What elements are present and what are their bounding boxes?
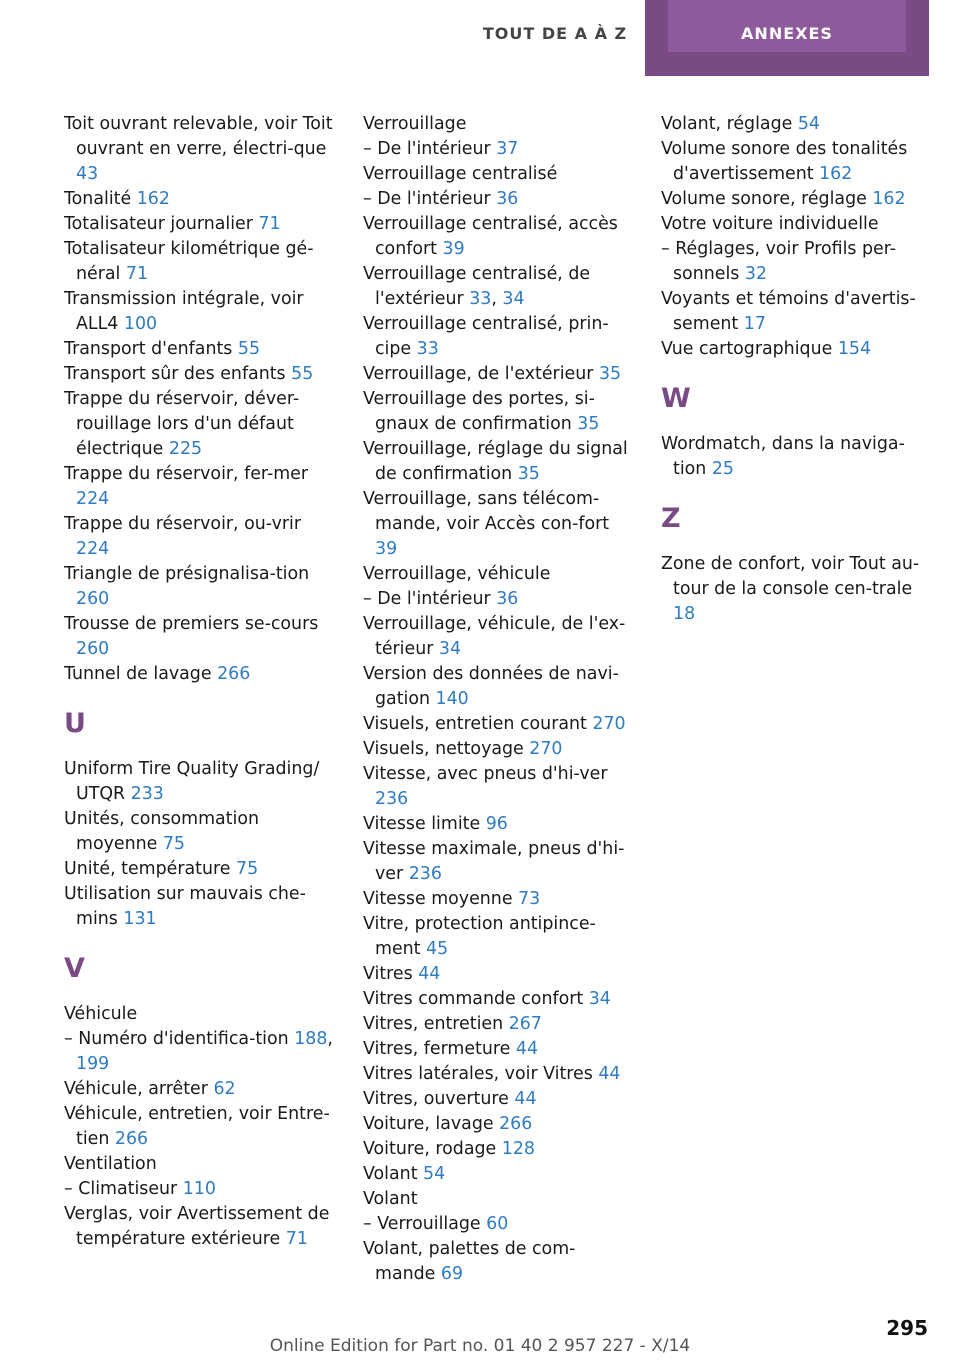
index-entry-text: Utilisation sur mauvais che-mins	[64, 884, 306, 929]
index-letter-heading: Z	[661, 503, 681, 534]
index-entry	[64, 1202, 334, 1252]
index-entry-text: – De l'intérieur	[363, 589, 491, 609]
page-reference-link[interactable]: 54	[797, 114, 820, 134]
index-entry-text: – De l'intérieur	[363, 139, 491, 159]
index-subentry: – Numéro d'identifica-tion 188, 199	[64, 1029, 333, 1074]
page-reference-link[interactable]: 270	[592, 714, 626, 734]
index-entry-text: Visuels, nettoyage	[363, 739, 524, 759]
index-subentry	[363, 187, 633, 212]
index-entry-text: Version des données de navi-gation	[363, 664, 619, 709]
page-reference-link[interactable]: 60	[486, 1214, 509, 1234]
index-entry-text: Vitesse moyenne	[363, 889, 513, 909]
page-reference-link[interactable]: 260	[76, 639, 110, 659]
index-entry-text: – Numéro d'identifica-tion	[64, 1029, 289, 1049]
index-entry	[363, 912, 633, 962]
index-entry	[363, 887, 633, 912]
index-entry-text: Volant	[363, 1189, 418, 1209]
page-reference-link[interactable]: 73	[518, 889, 541, 909]
page-reference-link[interactable]: 224	[76, 489, 110, 509]
page-reference-link[interactable]: 54	[423, 1164, 446, 1184]
index-entry-text: Trappe du réservoir, fer-mer	[64, 464, 309, 484]
page-reference-link[interactable]: 71	[258, 214, 281, 234]
index-letter-heading: W	[661, 383, 691, 414]
page-reference-link[interactable]: 188	[294, 1029, 328, 1049]
index-entry	[363, 737, 633, 762]
index-entry-text: Verrouillage centralisé	[363, 164, 558, 184]
index-entry-text: Vitres, ouverture	[363, 1089, 509, 1109]
index-entry	[363, 312, 633, 362]
index-column-1	[64, 112, 334, 1252]
page-reference-link[interactable]: 270	[529, 739, 563, 759]
page-reference-link[interactable]: 34	[502, 289, 525, 309]
page-reference-link[interactable]: 33	[416, 339, 439, 359]
page-header	[0, 0, 960, 76]
index-entry	[363, 487, 633, 562]
page-reference-link[interactable]: 44	[598, 1064, 621, 1084]
index-entry-text: Uniform Tire Quality Grading/ UTQR	[64, 759, 320, 804]
index-entry-text: Vitesse maximale, pneus d'hi-ver	[363, 839, 625, 884]
chapter-tab-label: ANNEXES	[741, 24, 833, 43]
index-entry	[363, 387, 633, 437]
page-reference-link[interactable]: 62	[213, 1079, 236, 1099]
section-title: TOUT DE A À Z	[482, 24, 628, 43]
index-entry-text: Visuels, entretien courant	[363, 714, 587, 734]
index-entry	[363, 662, 633, 712]
index-entry	[363, 1012, 633, 1037]
page-reference-link[interactable]: 266	[114, 1129, 149, 1149]
index-entry	[661, 137, 931, 187]
index-entry-text: Verrouillage	[363, 114, 467, 134]
page-reference-link[interactable]: 36	[496, 589, 519, 609]
page-reference-link[interactable]: 199	[76, 1054, 110, 1074]
index-entry	[64, 212, 334, 237]
index-entry-text: Verglas, voir Avertissement de température extérieure	[64, 1204, 330, 1249]
page-reference-link[interactable]: 266	[217, 664, 251, 684]
index-entry-text: Tonalité	[64, 189, 132, 209]
index-entry	[64, 1152, 334, 1177]
page-reference-link[interactable]: 36	[496, 189, 519, 209]
index-entry-text: – Réglages, voir Profils per-sonnels	[661, 239, 897, 284]
page-reference-link[interactable]: 225	[168, 439, 203, 459]
page-reference-link[interactable]: 35	[517, 464, 540, 484]
index-entry-text: Triangle de présignalisa-tion	[64, 564, 310, 584]
index-entry-text: Verrouillage centralisé, accès confort	[363, 214, 618, 259]
index-entry-text: Vitres, fermeture	[363, 1039, 511, 1059]
index-entry	[661, 287, 931, 337]
index-subentry	[363, 1212, 633, 1237]
page-reference-link[interactable]: 33	[469, 289, 492, 309]
page-reference-link[interactable]: 35	[577, 414, 600, 434]
index-entry-text: Vitres latérales, voir Vitres	[363, 1064, 593, 1084]
page-reference-link[interactable]: 266	[499, 1114, 533, 1134]
index-entry-text: Verrouillage, sans télécom-mande, voir Accès con-fort	[363, 489, 610, 534]
index-entry	[363, 162, 633, 187]
index-entry-text: Vitres, entretien	[363, 1014, 504, 1034]
page-reference-link[interactable]: 35	[598, 364, 622, 384]
index-entry	[661, 552, 931, 627]
index-entry-text: Véhicule, entretien, voir Entre-tien	[64, 1104, 330, 1149]
index-entry-text: Véhicule	[64, 1004, 138, 1024]
index-entry-text: Volume sonore des tonalités d'avertissement	[661, 139, 908, 184]
index-entry	[363, 1112, 633, 1137]
index-entry	[363, 1087, 633, 1112]
index-entry-text: Vitres	[363, 964, 413, 984]
page-reference-link[interactable]: 34	[588, 989, 611, 1009]
index-entry-text: Volant, palettes de com-mande	[363, 1239, 576, 1284]
index-entry	[64, 612, 334, 662]
index-entry-text: Transmission intégrale, voir ALL4	[64, 289, 304, 334]
index-entry-text: Trousse de premiers se-cours	[64, 614, 319, 634]
index-entry	[64, 462, 334, 512]
index-entry	[64, 187, 334, 212]
page-reference-link[interactable]: 39	[442, 239, 465, 259]
index-entry-text: Verrouillage centralisé, de l'extérieur	[363, 264, 591, 309]
page-reference-link[interactable]: 55	[237, 339, 261, 359]
index-entry-text: Vue cartographique	[661, 339, 833, 359]
page-reference-link[interactable]: 17	[743, 314, 766, 334]
index-entry	[64, 1102, 334, 1152]
page-reference-link[interactable]: 96	[485, 814, 508, 834]
page-reference-link[interactable]: 260	[76, 589, 110, 609]
index-entry	[363, 362, 633, 387]
page-number: 295	[886, 1316, 928, 1340]
index-entry-text: Unité, température	[64, 859, 231, 879]
index-subentry	[363, 587, 633, 612]
page-reference-link[interactable]: 236	[375, 789, 409, 809]
page-reference-link[interactable]: 267	[508, 1014, 542, 1034]
index-entry-text: – Climatiseur	[64, 1179, 178, 1199]
index-entry-text: Verrouillage, véhicule, de l'ex-térieur	[363, 614, 626, 659]
index-entry-text: Voiture, rodage	[363, 1139, 497, 1159]
page-reference-link[interactable]: 25	[711, 459, 734, 479]
page-reference-link[interactable]: 44	[418, 964, 441, 984]
page-reference-link[interactable]: 100	[123, 314, 158, 334]
index-entry	[363, 1037, 633, 1062]
index-entry-text: Unités, consommation moyenne	[64, 809, 259, 854]
index-entry: Verrouillage centralisé, de l'extérieur 33, 34	[363, 264, 591, 309]
index-entry	[64, 512, 334, 562]
index-entry-text: Vitesse, avec pneus d'hi-ver	[363, 764, 608, 784]
index-entry	[64, 807, 334, 857]
index-entry	[64, 562, 334, 612]
index-entry	[64, 287, 334, 337]
index-entry-text: Tunnel de lavage	[64, 664, 212, 684]
page-reference-link[interactable]: 71	[125, 264, 149, 284]
index-letter-heading: U	[64, 708, 86, 739]
page-reference-link[interactable]: 236	[408, 864, 442, 884]
page-reference-link[interactable]: 44	[514, 1089, 537, 1109]
index-entry	[64, 237, 334, 287]
page-reference-link[interactable]: 75	[236, 859, 259, 879]
index-column-3	[661, 112, 931, 627]
page-reference-link[interactable]: 162	[872, 189, 906, 209]
page-reference-link[interactable]: 37	[496, 139, 519, 159]
page-reference-link[interactable]: 45	[426, 939, 449, 959]
index-entry-text: Véhicule, arrêter	[64, 1079, 208, 1099]
index-entry	[363, 762, 633, 812]
page-reference-link[interactable]: 162	[819, 164, 853, 184]
index-entry	[661, 212, 931, 237]
page-reference-link[interactable]: 154	[837, 339, 872, 359]
index-entry	[64, 387, 334, 462]
index-entry	[363, 987, 633, 1012]
index-letter-heading: V	[64, 953, 85, 984]
index-entry-text: Wordmatch, dans la naviga-tion	[661, 434, 905, 479]
index-entry	[661, 187, 931, 212]
page-reference-link[interactable]: 140	[435, 689, 469, 709]
index-entry-text: – De l'intérieur	[363, 189, 491, 209]
index-entry-text: Ventilation	[64, 1154, 157, 1174]
index-entry-text: Transport sûr des enfants	[64, 364, 286, 384]
index-entry-text: Toit ouvrant relevable, voir Toit ouvrant en verre, électri-que	[64, 114, 333, 159]
index-entry	[64, 337, 334, 362]
index-entry-text: – Verrouillage	[363, 1214, 481, 1234]
index-entry-text: Vitres commande confort	[363, 989, 584, 1009]
index-entry	[363, 1237, 633, 1287]
index-entry-text: Volume sonore, réglage	[661, 189, 867, 209]
index-entry	[363, 612, 633, 662]
index-entry-text: Vitesse limite	[363, 814, 481, 834]
index-entry	[64, 662, 334, 687]
index-entry-text: Verrouillage centralisé, prin-cipe	[363, 314, 609, 359]
page-reference-link[interactable]: 18	[673, 604, 696, 624]
footer-edition: Online Edition for Part no. 01 40 2 957 227 - X/14	[269, 1336, 691, 1356]
index-entry	[64, 1077, 334, 1102]
index-entry	[363, 712, 633, 737]
index-entry-text: Verrouillage, véhicule	[363, 564, 551, 584]
page-reference-link[interactable]: 34	[438, 639, 462, 659]
page-reference-link[interactable]: 44	[515, 1039, 539, 1059]
index-entry-text: Zone de confort, voir Tout au-tour de la console cen-trale	[661, 554, 920, 599]
index-entry-text: Voyants et témoins d'avertis-sement	[661, 289, 916, 334]
page-reference-link[interactable]: 55	[291, 364, 314, 384]
index-entry-text: Vitre, protection antipince-ment	[363, 914, 596, 959]
index-entry	[661, 432, 931, 482]
index-entry-text: Trappe du réservoir, ou-vrir	[64, 514, 302, 534]
index-entry	[363, 212, 633, 262]
index-entry-text: Votre voiture individuelle	[661, 214, 879, 234]
page-reference-link[interactable]: 71	[285, 1229, 308, 1249]
index-entry	[363, 812, 633, 837]
index-entry-text: Voiture, lavage	[363, 1114, 494, 1134]
page-reference-link[interactable]: 32	[744, 264, 768, 284]
index-entry-text: Verrouillage, de l'extérieur	[363, 364, 594, 384]
page-reference-link[interactable]: 162	[136, 189, 170, 209]
index-entry	[363, 837, 633, 887]
page-reference-link[interactable]: 69	[440, 1264, 464, 1284]
index-entry	[363, 562, 633, 587]
index-entry	[64, 757, 334, 807]
page-reference-link[interactable]: 110	[182, 1179, 216, 1199]
page-reference-link[interactable]: 39	[375, 539, 398, 559]
index-entry	[661, 337, 931, 362]
index-entry	[363, 1062, 633, 1087]
page-reference-link[interactable]: 131	[123, 909, 157, 929]
index-entry-text: Totalisateur journalier	[64, 214, 253, 234]
index-entry	[363, 1162, 633, 1187]
index-entry-text: Trappe du réservoir, déver-rouillage lors d'un défaut électrique	[64, 389, 300, 459]
index-entry	[363, 962, 633, 987]
index-subentry	[64, 1177, 334, 1202]
index-entry	[64, 362, 334, 387]
index-entry	[64, 857, 334, 882]
page-reference-link[interactable]: 224	[76, 539, 110, 559]
index-entry-text: Verrouillage, réglage du signal de confirmation	[363, 439, 628, 484]
index-entry	[363, 437, 633, 487]
index-entry	[363, 1137, 633, 1162]
page-reference-link[interactable]: 233	[130, 784, 164, 804]
index-column-2	[363, 112, 633, 1287]
index-entry	[64, 882, 334, 932]
index-entry	[64, 112, 334, 187]
index-entry-text: Volant	[363, 1164, 418, 1184]
page-reference-link[interactable]: 128	[501, 1139, 535, 1159]
index-entry-text: Transport d'enfants	[64, 339, 233, 359]
index-entry	[661, 112, 931, 137]
index-entry	[64, 1002, 334, 1027]
index-entry-text: Totalisateur kilométrique gé-néral	[64, 239, 314, 284]
index-subentry	[363, 137, 633, 162]
index-entry	[363, 1187, 633, 1212]
page-reference-link[interactable]: 43	[76, 164, 99, 184]
index-entry-text: Verrouillage des portes, si-gnaux de confirmation	[363, 389, 595, 434]
index-subentry	[661, 237, 931, 287]
index-entry	[363, 112, 633, 137]
index-entry-text: Volant, réglage	[661, 114, 793, 134]
page-reference-link[interactable]: 75	[162, 834, 185, 854]
